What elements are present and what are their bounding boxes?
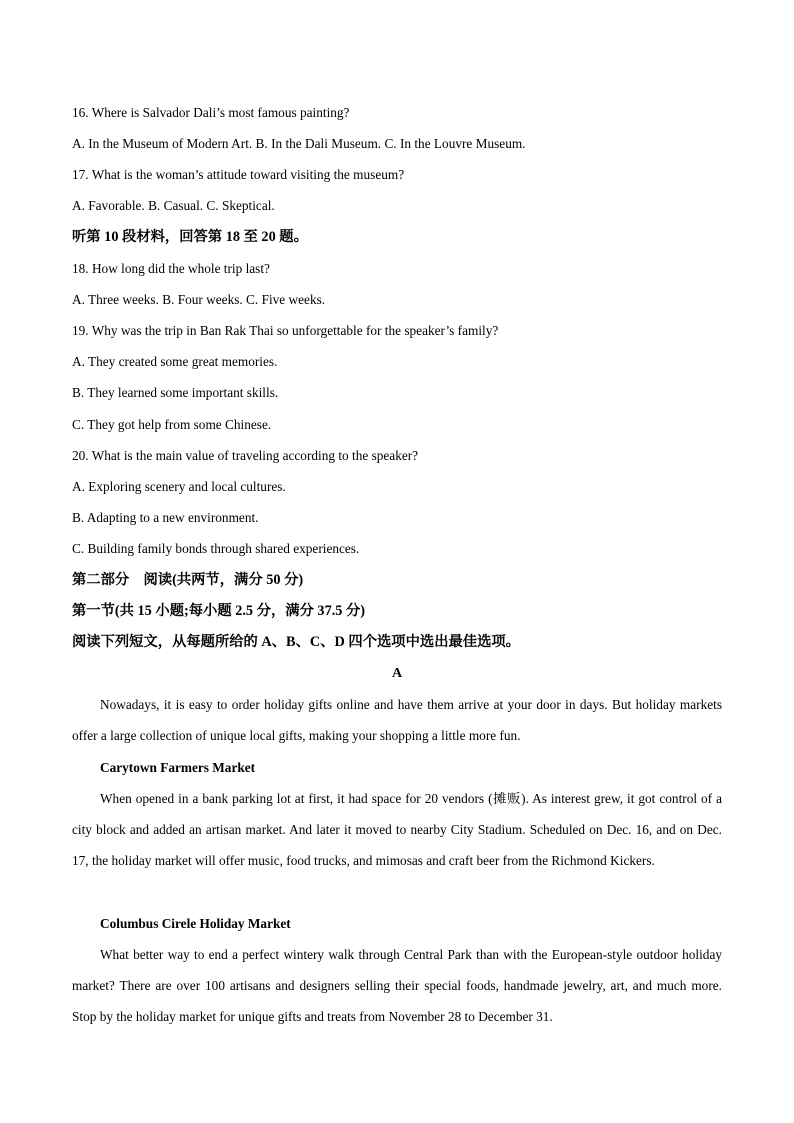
question-20-option-b: B. Adapting to a new environment. [72, 510, 259, 525]
question-20-option-a: A. Exploring scenery and local cultures. [72, 479, 286, 494]
passage-label: A [391, 666, 403, 681]
reading-instruction: 阅读下列短文，从每题所给的 A、B、C、D 四个选项中选出最佳选项。 [72, 634, 520, 650]
question-16: 16. Where is Salvador Dali’s most famous painting? [72, 105, 350, 120]
question-18-options: A. Three weeks. B. Four weeks. C. Five weeks. [72, 292, 326, 307]
passage-intro: Nowadays, it is easy to order holiday gifts online and have them arrive at your door in days. But holiday markets offer a large collection of unique local gifts, making your shopping a little more fun. [72, 697, 722, 743]
section-10-heading: 听第 10 段材料，回答第 18 至 20 题。 [72, 229, 308, 245]
reading-section-title: 第一节(共 15 小题;每小题 2.5 分，满分 37.5 分) [72, 603, 366, 619]
question-16-options: A. In the Museum of Modern Art. B. In the Dali Museum. C. In the Louvre Museum. [72, 136, 526, 151]
market-2-name: Columbus Cirele Holiday Market [100, 916, 291, 931]
question-19-option-b: B. They learned some important skills. [72, 385, 279, 400]
question-19: 19. Why was the trip in Ban Rak Thai so unforgettable for the speaker’s family? [72, 323, 499, 338]
market-2-description: What better way to end a perfect wintery walk through Central Park than with the European-style outdoor holiday market? There are over 100 artisans and designers selling their special foods, handmade jewelry, art, and much more. Stop by the holiday market for unique gifts and treats from November 28 to December 31. [72, 947, 722, 1024]
question-20: 20. What is the main value of traveling according to the speaker? [72, 448, 419, 463]
question-19-option-a: A. They created some great memories. [72, 354, 278, 369]
question-18: 18. How long did the whole trip last? [72, 261, 270, 276]
market-1-name: Carytown Farmers Market [100, 760, 256, 775]
question-19-option-c: C. They got help from some Chinese. [72, 417, 272, 432]
market-1-description: When opened in a bank parking lot at first, it had space for 20 vendors (摊贩). As interest grew, it got control of a city block and added an artisan market. And later it moved to nearby City Stadium. Scheduled on Dec. 16, and on Dec. 17, the holiday market will offer music, food trucks, and mimosas and craft beer from the Richmond Kickers. [72, 791, 722, 868]
reading-part-title: 第二部分 阅读(共两节，满分 50 分) [72, 572, 304, 588]
question-17-options: A. Favorable. B. Casual. C. Skeptical. [72, 198, 275, 213]
question-17: 17. What is the woman’s attitude toward visiting the museum? [72, 167, 405, 182]
question-20-option-c: C. Building family bonds through shared experiences. [72, 541, 360, 556]
